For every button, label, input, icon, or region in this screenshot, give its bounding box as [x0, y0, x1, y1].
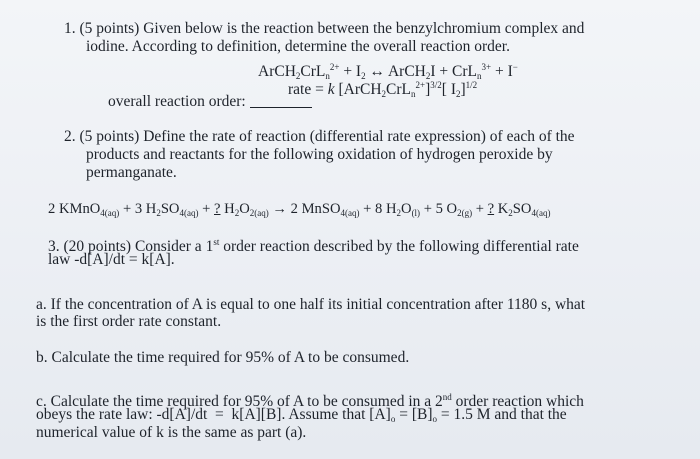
q3c-line-3: numerical value of k is the same as part (a).	[36, 424, 307, 441]
q2-line-3: permanganate.	[86, 164, 177, 181]
q1-reaction-equation: ArCH$_2$CrL$_n^{2+}$ + $I_2$ ↔ ArCH$_2$I + CrL$_n^{3+}$ + I−	[258, 62, 518, 81]
q2-redox-equation: 2 KMnO$_{4(aq)}$ + 3 $H_2SO_{4(aq)}$ + ? $H_2O_{2(aq)} \to 2$ MnSO$_{4(aq)}$ + 8 $H_2O_{(l)} + 5$ $O_{2(g)}$ + ? $K_2SO_{4(aq)}$	[48, 201, 551, 218]
q3-line-1: 3. (20 points) Consider a 1st order reaction described by the following differential rate	[48, 237, 579, 255]
q3a-line-2: is the first order rate constant.	[36, 313, 222, 330]
q3c-line-1: c. Calculate the time required for 95% of A to be consumed in a 2nd order reaction which	[36, 392, 584, 410]
q3c-line-2: obeys the rate law: -d[A]/dt = k[A][B]. Assume that $[A]_o = [B]_o = 1.5$ M and that the	[36, 406, 567, 424]
q1-line-1: 1. (5 points) Given below is the reaction between the benzylchromium complex and	[64, 20, 585, 37]
q2-line-1: 2. (5 points) Define the rate of reaction (differential rate expression) of each of the	[64, 128, 575, 145]
q1-answer-line	[108, 93, 312, 111]
q3-line-2: law -d[A]/dt = k[A].	[48, 251, 175, 268]
q1-answer-label: overall reaction order:	[108, 93, 246, 110]
q1-line-2: iodine. According to definition, determine the overall reaction order.	[86, 38, 510, 55]
q1-rate-law: rate = k [ArCH$_2$CrL$_n^{2+}$]$^{3/2}$[ $I_2]^{1/2}$	[288, 80, 478, 99]
q2-line-2: products and reactants for the following oxidation of hydrogen peroxide by	[86, 146, 553, 163]
q3a-line-1: a. If the concentration of A is equal to one half its initial concentration after 1180 s, what	[36, 296, 586, 313]
q1-answer-blank[interactable]	[250, 93, 312, 108]
q3b-line-1: b. Calculate the time required for 95% of A to be consumed.	[36, 349, 410, 366]
